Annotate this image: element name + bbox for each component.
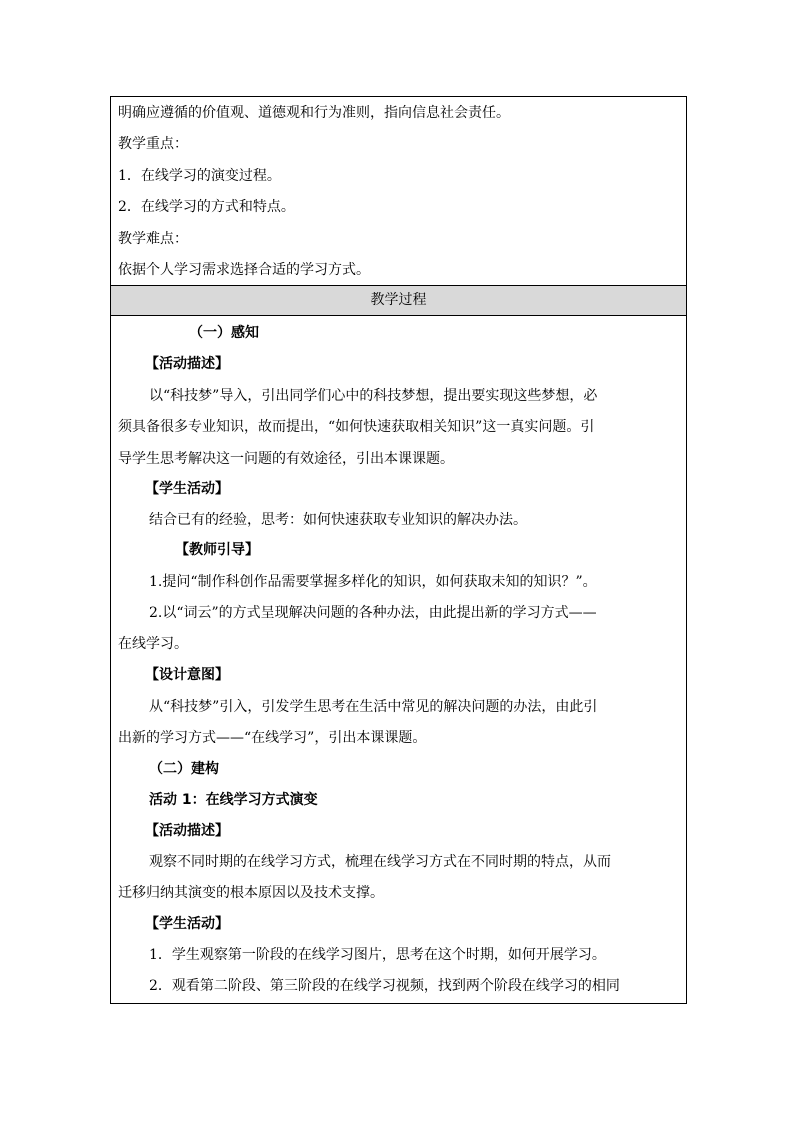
activity-desc-line: 以“科技梦”导入，引出同学们心中的科技梦想，提出要实现这些梦想，必	[149, 388, 598, 404]
teacher-guide-line: 在线学习。	[118, 636, 188, 652]
student-activity-title: 【学生活动】	[145, 481, 229, 497]
teacher-guide-title: 【教师引导】	[175, 542, 259, 558]
part2-title: （二）建构	[149, 761, 219, 777]
activity-desc2-line: 迁移归纳其演变的根本原因以及技术支撑。	[118, 885, 384, 901]
student-activity-line: 结合已有的经验，思考：如何快速获取专业知识的解决办法。	[149, 512, 527, 528]
design-intent-line: 从“科技梦”引入，引发学生思考在生活中常见的解决问题的办法，由此引	[149, 699, 598, 715]
key-points-title: 教学重点：	[118, 136, 188, 152]
lesson-plan-table	[110, 96, 687, 1004]
part1-title: （一）感知	[189, 325, 259, 341]
design-intent-line: 出新的学习方式——“在线学习”，引出本课课题。	[118, 730, 427, 746]
design-intent-title: 【设计意图】	[145, 667, 229, 683]
key-point-2: 2．在线学习的方式和特点。	[118, 199, 295, 215]
key-point-1: 1．在线学习的演变过程。	[118, 168, 281, 184]
student-activity2-title: 【学生活动】	[145, 916, 229, 932]
process-section	[111, 316, 686, 1005]
objective-text: 明确应遵循的价值观、道德观和行为准则，指向信息社会责任。	[118, 105, 510, 121]
difficulty-title: 教学难点：	[118, 231, 188, 247]
process-header: 教学过程	[111, 285, 686, 316]
activity1-title: 活动 1：在线学习方式演变	[149, 792, 318, 808]
student-activity2-line: 2．观看第二阶段、第三阶段的在线学习视频，找到两个阶段在线学习的相同	[149, 978, 620, 994]
difficulty-1: 依据个人学习需求选择合适的学习方式。	[118, 262, 370, 278]
activity-desc-line: 导学生思考解决这一问题的有效途径，引出本课课题。	[118, 451, 454, 467]
activity-desc-title: 【活动描述】	[145, 356, 229, 372]
teacher-guide-line: 1.提问“制作科创作品需要掌握多样化的知识，如何获取未知的知识？”。	[149, 574, 597, 590]
activity-desc2-title: 【活动描述】	[145, 823, 229, 839]
student-activity2-line: 1．学生观察第一阶段的在线学习图片，思考在这个时期，如何开展学习。	[149, 947, 606, 963]
activity-desc2-line: 观察不同时期的在线学习方式，梳理在线学习方式在不同时期的特点，从而	[149, 854, 611, 870]
activity-desc-line: 须具备很多专业知识，故而提出，“如何快速获取相关知识”这一真实问题。引	[118, 419, 595, 435]
objectives-section	[111, 97, 686, 285]
teacher-guide-line: 2.以“词云”的方式呈现解决问题的各种办法，由此提出新的学习方式——	[149, 605, 597, 621]
